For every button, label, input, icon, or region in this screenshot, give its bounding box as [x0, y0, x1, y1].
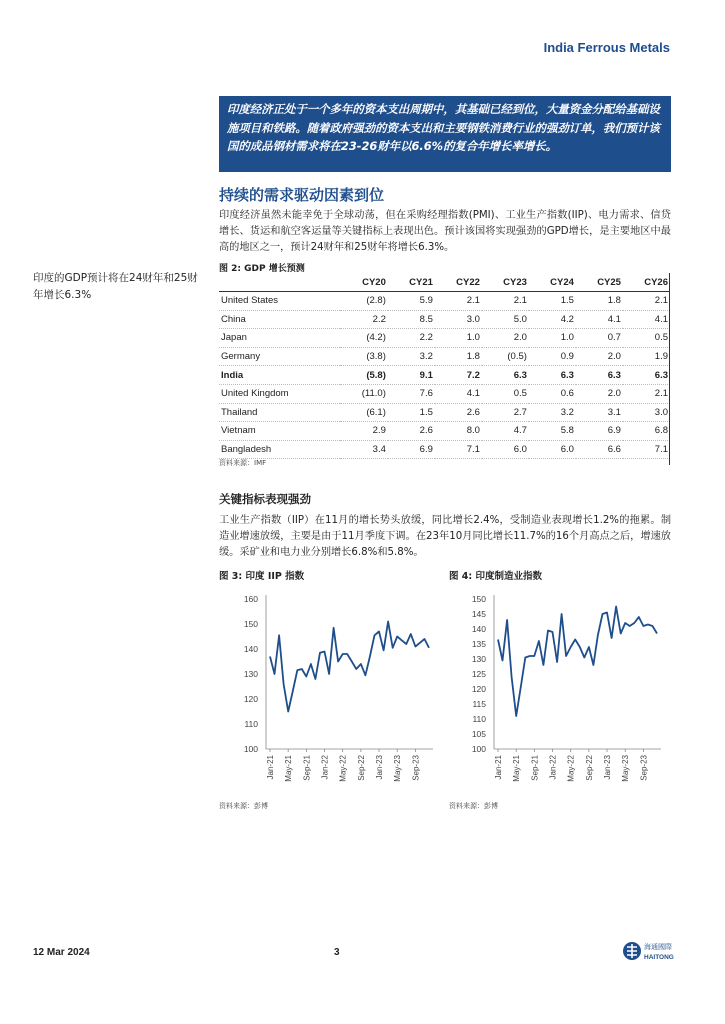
- y-tick-label: 115: [472, 699, 486, 709]
- iip-index-chart: [228, 588, 443, 793]
- table-cell: 8.5: [388, 310, 435, 329]
- table-cell: 9.1: [388, 366, 435, 385]
- table-row: [219, 347, 670, 366]
- x-tick-label: Sep-22: [356, 755, 366, 781]
- table-cell: 7.1: [435, 440, 482, 459]
- table-row-label: Bangladesh: [219, 440, 340, 459]
- table-cell: 1.0: [435, 329, 482, 348]
- section-paragraph-demand: 印度经济虽然未能幸免于全球动荡，但在采购经理指数(PMI)、工业生产指数(IIP)、电力需求、信贷增长、货运和航空客运量等关键指标上表现出色。预计该国将实现强劲的GPD增长，是主要地区中最高的地区之一，预计24财年和25财年将增长6.3%。: [219, 210, 671, 253]
- table-cell: 4.7: [482, 422, 529, 441]
- y-tick-label: 150: [243, 619, 258, 629]
- series-line: [270, 622, 429, 712]
- table-cell: 2.1: [482, 292, 529, 311]
- table-row-label: India: [219, 366, 340, 385]
- table-cell: 6.3: [576, 366, 623, 385]
- table-cell: (5.8): [340, 366, 388, 385]
- y-tick-label: 130: [243, 669, 258, 679]
- figure-4-source: 资料来源：彭博: [449, 802, 498, 810]
- table-cell: (3.8): [340, 347, 388, 366]
- table-cell: 1.5: [388, 403, 435, 422]
- figure-2-title: 图 2: GDP 增长预测: [219, 264, 305, 274]
- table-cell: 6.0: [482, 440, 529, 459]
- table-cell: 6.3: [482, 366, 529, 385]
- table-right-border: [669, 273, 670, 465]
- table-cell: 4.1: [623, 310, 670, 329]
- x-tick-label: May-21: [512, 755, 522, 782]
- x-tick-label: Jan-22: [548, 755, 558, 780]
- x-tick-label: Jan-22: [320, 755, 330, 780]
- table-header-cell: CY22: [435, 273, 482, 292]
- table-cell: (11.0): [340, 384, 388, 403]
- table-cell: 7.1: [623, 440, 670, 459]
- section-title-key-indicators: 关键指标表现强劲: [219, 492, 311, 506]
- key-highlight-box: 印度经济正处于一个多年的资本支出周期中，其基础已经到位，大量资金分配给基础设施项目和铁路。随着政府强劲的资本支出和主要钢铁消费行业的强劲订单，我们预计该国的成品钢材需求将在23-26财年以6.6%的复合年增长率增长。: [219, 96, 671, 172]
- section-title-demand-drivers: 持续的需求驱动因素到位: [219, 186, 385, 204]
- table-cell: 5.0: [482, 310, 529, 329]
- table-cell: 1.9: [623, 347, 670, 366]
- figure-4-title: 图 4: 印度制造业指数: [449, 571, 543, 582]
- y-tick-label: 140: [471, 624, 486, 634]
- x-tick-label: Sep-21: [302, 755, 312, 781]
- table-cell: 2.1: [623, 292, 670, 311]
- table-header-cell: [219, 273, 340, 292]
- report-header-title: India Ferrous Metals: [543, 40, 670, 55]
- x-tick-label: May-22: [566, 755, 576, 782]
- table-row-label: Germany: [219, 347, 340, 366]
- table-cell: (2.8): [340, 292, 388, 311]
- table-cell: 2.9: [340, 422, 388, 441]
- figure-3-title: 图 3: 印度 IIP 指数: [219, 571, 305, 582]
- table-cell: 8.0: [435, 422, 482, 441]
- figure-3-source: 资料来源：彭博: [219, 802, 268, 810]
- table-cell: 2.2: [340, 310, 388, 329]
- y-tick-label: 140: [243, 644, 258, 654]
- table-cell: 2.6: [388, 422, 435, 441]
- x-tick-label: Sep-22: [584, 755, 594, 781]
- y-tick-label: 125: [471, 669, 486, 679]
- table-cell: 2.0: [482, 329, 529, 348]
- table-cell: 0.7: [576, 329, 623, 348]
- x-tick-label: Sep-23: [411, 755, 421, 781]
- y-tick-label: 120: [471, 684, 486, 694]
- table-cell: 4.2: [529, 310, 576, 329]
- table-cell: 6.9: [388, 440, 435, 459]
- table-cell: 2.7: [482, 403, 529, 422]
- table-row: [219, 440, 670, 459]
- table-cell: 6.6: [576, 440, 623, 459]
- table-cell: 2.2: [388, 329, 435, 348]
- table-row-label: Japan: [219, 329, 340, 348]
- table-cell: 3.0: [435, 310, 482, 329]
- y-tick-label: 135: [471, 639, 486, 649]
- table-cell: (4.2): [340, 329, 388, 348]
- table-cell: 6.0: [529, 440, 576, 459]
- table-cell: 0.6: [529, 384, 576, 403]
- x-tick-label: May-23: [621, 755, 631, 782]
- table-row-label: United Kingdom: [219, 384, 340, 403]
- y-tick-label: 110: [244, 719, 258, 729]
- side-note: 印度的GDP预计将在24财年和25财年增长6.3%: [33, 272, 198, 301]
- y-tick-label: 130: [471, 654, 486, 664]
- table-row: [219, 403, 670, 422]
- table-cell: 7.2: [435, 366, 482, 385]
- y-tick-label: 145: [471, 609, 486, 619]
- footer-page-number: 3: [334, 947, 340, 958]
- logo-text-en: HAITONG: [644, 954, 674, 961]
- y-tick-label: 120: [243, 694, 258, 704]
- haitong-logo: [622, 938, 674, 966]
- table-cell: 1.8: [576, 292, 623, 311]
- table-cell: 3.2: [529, 403, 576, 422]
- table-cell: 6.8: [623, 422, 670, 441]
- x-tick-label: Jan-23: [375, 755, 385, 780]
- section-paragraph-indicators: 工业生产指数（IIP）在11月的增长势头放缓，同比增长2.4%，受制造业表现增长1.2%的拖累。制造业增速放缓，主要是由于11月季度下调。在23年10月同比增长11.7%的16个月高点之后，增速放缓。采矿业和电力业分别增长6.8%和5.8%。: [219, 515, 671, 558]
- table-row: [219, 310, 670, 329]
- series-line: [498, 607, 657, 717]
- table-header-cell: CY23: [482, 273, 529, 292]
- table-row-label: United States: [219, 292, 340, 311]
- footer-date: 12 Mar 2024: [33, 947, 90, 958]
- table-row: [219, 366, 670, 385]
- y-tick-label: 160: [243, 594, 258, 604]
- x-tick-label: May-21: [284, 755, 294, 782]
- table-row: [219, 384, 670, 403]
- table-row-label: Vietnam: [219, 422, 340, 441]
- manufacturing-index-chart: [456, 588, 671, 793]
- y-tick-label: 150: [471, 594, 486, 604]
- x-tick-label: May-23: [393, 755, 403, 782]
- x-tick-label: Jan-21: [494, 755, 503, 780]
- table-cell: (0.5): [482, 347, 529, 366]
- table-cell: 2.0: [576, 384, 623, 403]
- table-header-cell: CY26: [623, 273, 670, 292]
- haitong-logo-icon: [622, 938, 674, 966]
- x-tick-label: Jan-23: [603, 755, 613, 780]
- table-cell: 2.1: [435, 292, 482, 311]
- x-tick-label: Sep-23: [639, 755, 649, 781]
- table-cell: 3.2: [388, 347, 435, 366]
- table-header-cell: CY21: [388, 273, 435, 292]
- table-cell: 2.6: [435, 403, 482, 422]
- table-cell: (6.1): [340, 403, 388, 422]
- gdp-forecast-table: [219, 273, 670, 459]
- logo-text-cn: 海通國際: [644, 944, 672, 951]
- table-row-label: Thailand: [219, 403, 340, 422]
- table-cell: 0.5: [482, 384, 529, 403]
- table-cell: 7.6: [388, 384, 435, 403]
- table-cell: 6.3: [623, 366, 670, 385]
- table-cell: 1.5: [529, 292, 576, 311]
- x-tick-label: May-22: [338, 755, 348, 782]
- y-tick-label: 110: [472, 714, 486, 724]
- table-header-cell: CY20: [340, 273, 388, 292]
- table-cell: 4.1: [576, 310, 623, 329]
- x-tick-label: Sep-21: [530, 755, 540, 781]
- table-cell: 3.1: [576, 403, 623, 422]
- table-cell: 0.9: [529, 347, 576, 366]
- table-cell: 4.1: [435, 384, 482, 403]
- y-tick-label: 105: [471, 729, 486, 739]
- x-tick-label: Jan-21: [266, 755, 275, 780]
- table-cell: 3.4: [340, 440, 388, 459]
- table-cell: 6.9: [576, 422, 623, 441]
- y-tick-label: 100: [471, 744, 486, 754]
- figure-2-source: 资料来源：IMF: [219, 459, 267, 467]
- table-cell: 2.0: [576, 347, 623, 366]
- y-tick-label: 100: [243, 744, 258, 754]
- table-row: [219, 422, 670, 441]
- table-row-label: China: [219, 310, 340, 329]
- table-header-cell: CY25: [576, 273, 623, 292]
- table-cell: 3.0: [623, 403, 670, 422]
- table-row: [219, 292, 670, 311]
- table-cell: 0.5: [623, 329, 670, 348]
- table-header-cell: CY24: [529, 273, 576, 292]
- table-header-row: [219, 273, 670, 292]
- table-row: [219, 329, 670, 348]
- table-cell: 5.8: [529, 422, 576, 441]
- table-cell: 2.1: [623, 384, 670, 403]
- table-cell: 1.8: [435, 347, 482, 366]
- table-cell: 5.9: [388, 292, 435, 311]
- table-cell: 6.3: [529, 366, 576, 385]
- table-cell: 1.0: [529, 329, 576, 348]
